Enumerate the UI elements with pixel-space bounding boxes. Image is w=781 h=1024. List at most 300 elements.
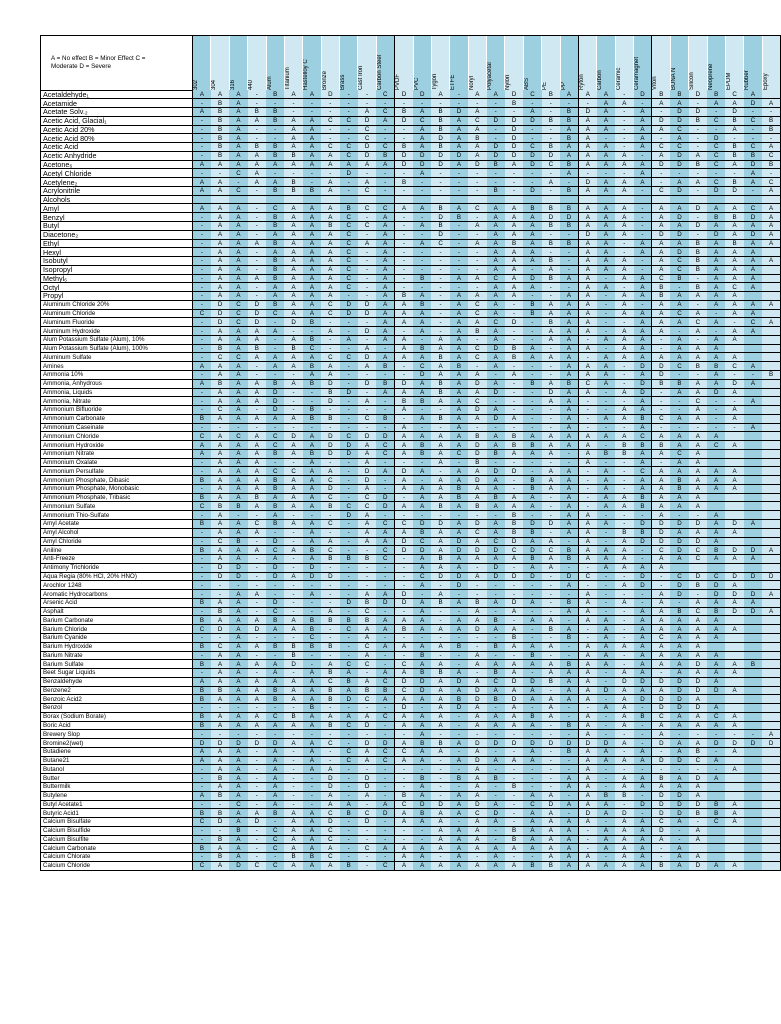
rating-cell: A bbox=[542, 818, 560, 827]
rating-cell: C bbox=[340, 230, 358, 239]
rating-cell: A bbox=[707, 204, 725, 213]
rating-cell: - bbox=[413, 178, 431, 187]
rating-cell bbox=[707, 493, 725, 502]
rating-cell: - bbox=[634, 590, 652, 599]
rating-cell: - bbox=[358, 423, 376, 432]
rating-cell: C bbox=[340, 747, 358, 756]
rating-cell: A bbox=[542, 695, 560, 704]
rating-cell: A bbox=[615, 335, 633, 344]
rating-cell: A bbox=[523, 809, 541, 818]
rating-cell: - bbox=[597, 818, 615, 827]
rating-cell: B bbox=[266, 186, 284, 195]
rating-cell: A bbox=[523, 248, 541, 257]
rating-cell: A bbox=[670, 633, 688, 642]
rating-cell: - bbox=[431, 853, 449, 862]
rating-cell: A bbox=[560, 607, 578, 616]
rating-cell: A bbox=[542, 826, 560, 835]
rating-cell: - bbox=[395, 239, 413, 248]
rating-cell: D bbox=[468, 686, 486, 695]
rating-cell: A bbox=[248, 660, 266, 669]
rating-cell: A bbox=[284, 90, 302, 99]
rating-cell: B bbox=[542, 274, 560, 283]
rating-cell: - bbox=[597, 572, 615, 581]
rating-cell: A bbox=[284, 221, 302, 230]
rating-cell: A bbox=[615, 721, 633, 730]
rating-cell: - bbox=[376, 458, 394, 467]
rating-cell: A bbox=[560, 300, 578, 309]
rating-cell: B bbox=[431, 116, 449, 125]
rating-cell: - bbox=[248, 782, 266, 791]
rating-cell: C bbox=[358, 414, 376, 423]
rating-cell: - bbox=[450, 283, 468, 292]
rating-cell: A bbox=[707, 274, 725, 283]
rating-cell: A bbox=[597, 704, 615, 713]
rating-cell: D bbox=[523, 546, 541, 555]
rating-cell: A bbox=[487, 756, 505, 765]
rating-cell: B bbox=[689, 809, 707, 818]
rating-cell: A bbox=[578, 669, 596, 678]
rating-cell: A bbox=[284, 695, 302, 704]
rating-cell: C bbox=[266, 826, 284, 835]
rating-cell: A bbox=[303, 502, 321, 511]
rating-cell: B bbox=[376, 151, 394, 160]
rating-cell: C bbox=[725, 283, 743, 292]
rating-cell: B bbox=[266, 221, 284, 230]
rating-cell: B bbox=[321, 669, 339, 678]
rating-cell: - bbox=[340, 826, 358, 835]
rating-cell: D bbox=[744, 590, 762, 599]
rating-cell: B bbox=[340, 616, 358, 625]
rating-cell: B bbox=[450, 642, 468, 651]
rating-cell: A bbox=[321, 292, 339, 301]
rating-cell: - bbox=[303, 99, 321, 108]
rating-cell: C bbox=[229, 169, 247, 178]
rating-cell: C bbox=[431, 239, 449, 248]
rating-cell: A bbox=[413, 292, 431, 301]
rating-cell: A bbox=[689, 432, 707, 441]
rating-cell: B bbox=[321, 555, 339, 564]
rating-cell: A bbox=[707, 257, 725, 266]
rating-cell: - bbox=[340, 520, 358, 529]
rating-cell: A bbox=[450, 309, 468, 318]
column-header-label: Carbon Steel bbox=[376, 54, 383, 90]
rating-cell: - bbox=[523, 414, 541, 423]
chemical-name: Methyl₆ bbox=[41, 274, 193, 283]
rating-cell bbox=[725, 616, 743, 625]
rating-cell: A bbox=[340, 712, 358, 721]
rating-cell: A bbox=[266, 782, 284, 791]
rating-cell: A bbox=[248, 642, 266, 651]
rating-cell: D bbox=[358, 774, 376, 783]
rating-cell: A bbox=[689, 151, 707, 160]
rating-cell: - bbox=[597, 590, 615, 599]
rating-cell: A bbox=[395, 818, 413, 827]
rating-cell: A bbox=[450, 844, 468, 853]
column-header-label: PVC bbox=[413, 77, 420, 90]
rating-cell: D bbox=[395, 151, 413, 160]
rating-cell: D bbox=[652, 537, 670, 546]
chemical-name: Acetic Acid bbox=[41, 143, 193, 152]
rating-cell: - bbox=[193, 274, 211, 283]
chemical-name: Aromatic Hydrocarbons bbox=[41, 590, 193, 599]
rating-cell: A bbox=[542, 853, 560, 862]
rating-cell: A bbox=[266, 353, 284, 362]
rating-cell: A bbox=[670, 739, 688, 748]
rating-cell: - bbox=[634, 300, 652, 309]
rating-cell: A bbox=[193, 204, 211, 213]
rating-cell: A bbox=[487, 686, 505, 695]
rating-cell: D bbox=[358, 353, 376, 362]
rating-cell: A bbox=[652, 221, 670, 230]
rating-cell: A bbox=[523, 695, 541, 704]
rating-cell: A bbox=[321, 791, 339, 800]
rating-cell: - bbox=[266, 458, 284, 467]
rating-cell: A bbox=[597, 642, 615, 651]
rating-cell: B bbox=[376, 379, 394, 388]
rating-cell: A bbox=[523, 616, 541, 625]
rating-cell: C bbox=[266, 441, 284, 450]
rating-cell: - bbox=[248, 265, 266, 274]
rating-cell: B bbox=[725, 239, 743, 248]
rating-cell: A bbox=[615, 274, 633, 283]
rating-cell: B bbox=[321, 502, 339, 511]
rating-cell: - bbox=[193, 800, 211, 809]
rating-cell: A bbox=[450, 371, 468, 380]
rating-cell: - bbox=[542, 406, 560, 415]
rating-cell: A bbox=[321, 230, 339, 239]
rating-cell: A bbox=[211, 493, 229, 502]
table-row bbox=[41, 169, 781, 178]
rating-cell: A bbox=[615, 581, 633, 590]
rating-cell: - bbox=[193, 318, 211, 327]
rating-cell: A bbox=[634, 449, 652, 458]
rating-cell: A bbox=[431, 563, 449, 572]
rating-cell: B bbox=[634, 528, 652, 537]
rating-cell: A bbox=[578, 160, 596, 169]
rating-cell: D bbox=[707, 388, 725, 397]
rating-cell: A bbox=[211, 660, 229, 669]
rating-cell: - bbox=[523, 704, 541, 713]
rating-cell: A bbox=[578, 712, 596, 721]
rating-cell: C bbox=[670, 125, 688, 134]
rating-cell bbox=[707, 502, 725, 511]
rating-cell bbox=[707, 835, 725, 844]
rating-cell: - bbox=[340, 318, 358, 327]
rating-cell: A bbox=[229, 116, 247, 125]
rating-cell: A bbox=[578, 590, 596, 599]
rating-cell: - bbox=[487, 169, 505, 178]
rating-cell: A bbox=[560, 151, 578, 160]
chemical-name: Barium Nitrate bbox=[41, 651, 193, 660]
rating-cell: A bbox=[284, 204, 302, 213]
rating-cell: A bbox=[229, 590, 247, 599]
rating-cell: A bbox=[450, 432, 468, 441]
rating-cell: D bbox=[560, 213, 578, 222]
rating-cell: - bbox=[395, 835, 413, 844]
rating-cell: A bbox=[505, 660, 523, 669]
rating-cell: B bbox=[340, 204, 358, 213]
rating-cell: A bbox=[229, 406, 247, 415]
rating-cell: A bbox=[560, 414, 578, 423]
rating-cell: - bbox=[376, 511, 394, 520]
rating-cell: A bbox=[211, 248, 229, 257]
rating-cell: B bbox=[211, 151, 229, 160]
rating-cell: C bbox=[340, 721, 358, 730]
rating-cell bbox=[744, 502, 762, 511]
rating-cell: A bbox=[523, 283, 541, 292]
rating-cell: - bbox=[578, 826, 596, 835]
rating-cell: - bbox=[597, 695, 615, 704]
chemical-name: Borax (Sodium Borate) bbox=[41, 712, 193, 721]
rating-cell: A bbox=[211, 476, 229, 485]
chemical-name: Acetic Acid 80% bbox=[41, 134, 193, 143]
rating-cell: A bbox=[284, 125, 302, 134]
rating-cell: D bbox=[321, 397, 339, 406]
rating-cell: C bbox=[211, 537, 229, 546]
rating-cell: B bbox=[670, 476, 688, 485]
rating-cell bbox=[762, 555, 780, 564]
rating-cell bbox=[762, 248, 780, 257]
rating-cell: A bbox=[689, 502, 707, 511]
column-header-label: PE bbox=[542, 81, 549, 90]
rating-cell: C bbox=[340, 353, 358, 362]
rating-cell: C bbox=[303, 633, 321, 642]
rating-cell: A bbox=[725, 406, 743, 415]
rating-cell: - bbox=[284, 563, 302, 572]
rating-cell: B bbox=[358, 555, 376, 564]
chemical-name: Ammonium Oxalate bbox=[41, 458, 193, 467]
rating-cell: A bbox=[450, 300, 468, 309]
rating-cell: A bbox=[431, 397, 449, 406]
rating-cell: A bbox=[578, 677, 596, 686]
rating-cell: - bbox=[284, 528, 302, 537]
rating-cell: A bbox=[615, 292, 633, 301]
rating-cell: D bbox=[395, 379, 413, 388]
chemical-name: Acetic Acid 20% bbox=[41, 125, 193, 134]
rating-cell: A bbox=[468, 318, 486, 327]
rating-cell: A bbox=[615, 353, 633, 362]
rating-cell: A bbox=[358, 520, 376, 529]
rating-cell: A bbox=[193, 90, 211, 99]
rating-cell: - bbox=[431, 265, 449, 274]
rating-cell: A bbox=[284, 292, 302, 301]
rating-cell: - bbox=[431, 99, 449, 108]
rating-cell: A bbox=[450, 861, 468, 870]
rating-cell: A bbox=[707, 99, 725, 108]
rating-cell: B bbox=[523, 528, 541, 537]
rating-cell: - bbox=[542, 511, 560, 520]
rating-cell: A bbox=[229, 125, 247, 134]
rating-cell: B bbox=[670, 484, 688, 493]
rating-cell: - bbox=[321, 598, 339, 607]
rating-cell: A bbox=[725, 353, 743, 362]
rating-cell: A bbox=[523, 598, 541, 607]
rating-cell: A bbox=[413, 712, 431, 721]
rating-cell: C bbox=[689, 546, 707, 555]
rating-cell: A bbox=[303, 677, 321, 686]
rating-cell bbox=[762, 774, 780, 783]
rating-cell: - bbox=[395, 371, 413, 380]
rating-cell: D bbox=[450, 572, 468, 581]
rating-cell: B bbox=[211, 774, 229, 783]
chemical-name: Isobutyl bbox=[41, 257, 193, 266]
rating-cell: A bbox=[413, 721, 431, 730]
chemical-name: Acetone₆ bbox=[41, 160, 193, 169]
rating-cell: C bbox=[358, 493, 376, 502]
rating-cell: B bbox=[321, 642, 339, 651]
rating-cell: - bbox=[505, 362, 523, 371]
rating-cell: A bbox=[487, 239, 505, 248]
rating-cell: A bbox=[634, 774, 652, 783]
rating-cell: - bbox=[376, 765, 394, 774]
rating-cell bbox=[744, 747, 762, 756]
rating-cell: D bbox=[450, 581, 468, 590]
rating-cell: B bbox=[487, 616, 505, 625]
rating-cell: B bbox=[560, 204, 578, 213]
column-header-label: 302 bbox=[193, 79, 199, 90]
rating-cell: A bbox=[689, 739, 707, 748]
rating-cell: A bbox=[395, 449, 413, 458]
rating-cell: - bbox=[284, 800, 302, 809]
table-row bbox=[41, 625, 781, 634]
rating-cell: - bbox=[321, 563, 339, 572]
rating-cell: - bbox=[597, 441, 615, 450]
rating-cell: C bbox=[376, 546, 394, 555]
rating-cell: C bbox=[358, 844, 376, 853]
rating-cell: - bbox=[193, 239, 211, 248]
rating-cell: A bbox=[450, 335, 468, 344]
rating-cell: - bbox=[487, 397, 505, 406]
rating-cell bbox=[762, 493, 780, 502]
rating-cell: A bbox=[468, 125, 486, 134]
rating-cell: A bbox=[670, 660, 688, 669]
rating-cell: A bbox=[505, 712, 523, 721]
rating-cell: A bbox=[578, 818, 596, 827]
rating-cell: A bbox=[597, 371, 615, 380]
rating-cell: A bbox=[450, 134, 468, 143]
rating-cell: A bbox=[707, 221, 725, 230]
rating-cell: D bbox=[395, 677, 413, 686]
rating-cell: A bbox=[505, 502, 523, 511]
rating-cell: A bbox=[597, 143, 615, 152]
rating-cell: - bbox=[505, 590, 523, 599]
rating-cell: B bbox=[431, 388, 449, 397]
rating-cell bbox=[762, 520, 780, 529]
rating-cell: A bbox=[652, 257, 670, 266]
rating-cell: B bbox=[211, 502, 229, 511]
rating-cell: A bbox=[468, 143, 486, 152]
table-row bbox=[41, 484, 781, 493]
rating-cell: B bbox=[431, 204, 449, 213]
chemical-name: Barium Chloride bbox=[41, 625, 193, 634]
rating-cell: - bbox=[578, 835, 596, 844]
rating-cell: D bbox=[450, 546, 468, 555]
rating-cell: - bbox=[284, 765, 302, 774]
rating-cell: - bbox=[615, 134, 633, 143]
rating-cell: A bbox=[266, 230, 284, 239]
rating-cell: C bbox=[358, 134, 376, 143]
rating-cell: - bbox=[487, 99, 505, 108]
rating-cell: A bbox=[248, 432, 266, 441]
rating-cell: A bbox=[431, 844, 449, 853]
rating-cell: D bbox=[395, 598, 413, 607]
rating-cell: A bbox=[634, 484, 652, 493]
rating-cell: A bbox=[634, 616, 652, 625]
rating-cell: C bbox=[652, 143, 670, 152]
rating-cell: B bbox=[193, 809, 211, 818]
rating-cell: A bbox=[487, 292, 505, 301]
rating-cell bbox=[762, 397, 780, 406]
rating-cell: B bbox=[193, 712, 211, 721]
table-row bbox=[41, 362, 781, 371]
rating-cell: - bbox=[597, 782, 615, 791]
rating-cell: A bbox=[670, 441, 688, 450]
rating-cell: A bbox=[615, 186, 633, 195]
chemical-name: Hexyl bbox=[41, 248, 193, 257]
rating-cell: A bbox=[652, 353, 670, 362]
rating-cell: - bbox=[707, 423, 725, 432]
rating-cell: A bbox=[431, 677, 449, 686]
rating-cell: A bbox=[284, 826, 302, 835]
rating-cell: - bbox=[560, 809, 578, 818]
rating-cell: A bbox=[487, 861, 505, 870]
rating-cell: B bbox=[487, 186, 505, 195]
rating-cell: D bbox=[450, 537, 468, 546]
rating-cell bbox=[762, 669, 780, 678]
rating-cell: A bbox=[358, 590, 376, 599]
rating-cell: A bbox=[505, 756, 523, 765]
rating-cell: A bbox=[689, 782, 707, 791]
rating-cell: - bbox=[248, 730, 266, 739]
rating-cell: - bbox=[431, 423, 449, 432]
rating-cell: - bbox=[468, 563, 486, 572]
rating-cell: D bbox=[689, 520, 707, 529]
rating-cell: - bbox=[284, 791, 302, 800]
rating-cell bbox=[744, 774, 762, 783]
rating-cell: A bbox=[376, 248, 394, 257]
rating-cell: - bbox=[487, 590, 505, 599]
rating-cell bbox=[762, 633, 780, 642]
rating-cell: A bbox=[303, 537, 321, 546]
rating-cell: - bbox=[376, 178, 394, 187]
rating-cell: - bbox=[578, 484, 596, 493]
rating-cell: - bbox=[487, 458, 505, 467]
rating-cell: A bbox=[229, 248, 247, 257]
rating-cell: B bbox=[652, 90, 670, 99]
rating-cell: A bbox=[340, 160, 358, 169]
rating-cell bbox=[707, 195, 725, 204]
rating-cell: C bbox=[358, 695, 376, 704]
rating-cell: - bbox=[615, 318, 633, 327]
rating-cell: B bbox=[468, 502, 486, 511]
rating-cell bbox=[744, 625, 762, 634]
rating-cell: - bbox=[193, 458, 211, 467]
rating-cell: A bbox=[450, 563, 468, 572]
rating-cell bbox=[211, 195, 229, 204]
rating-cell: A bbox=[578, 265, 596, 274]
rating-cell: D bbox=[689, 221, 707, 230]
chemical-name: Acetate Solv.₂ bbox=[41, 108, 193, 117]
rating-cell: A bbox=[707, 861, 725, 870]
table-row bbox=[41, 800, 781, 809]
rating-cell: A bbox=[725, 388, 743, 397]
rating-cell: - bbox=[689, 274, 707, 283]
rating-cell: - bbox=[340, 362, 358, 371]
rating-cell: A bbox=[615, 493, 633, 502]
rating-cell: - bbox=[248, 826, 266, 835]
rating-cell: A bbox=[303, 765, 321, 774]
rating-cell: A bbox=[578, 248, 596, 257]
